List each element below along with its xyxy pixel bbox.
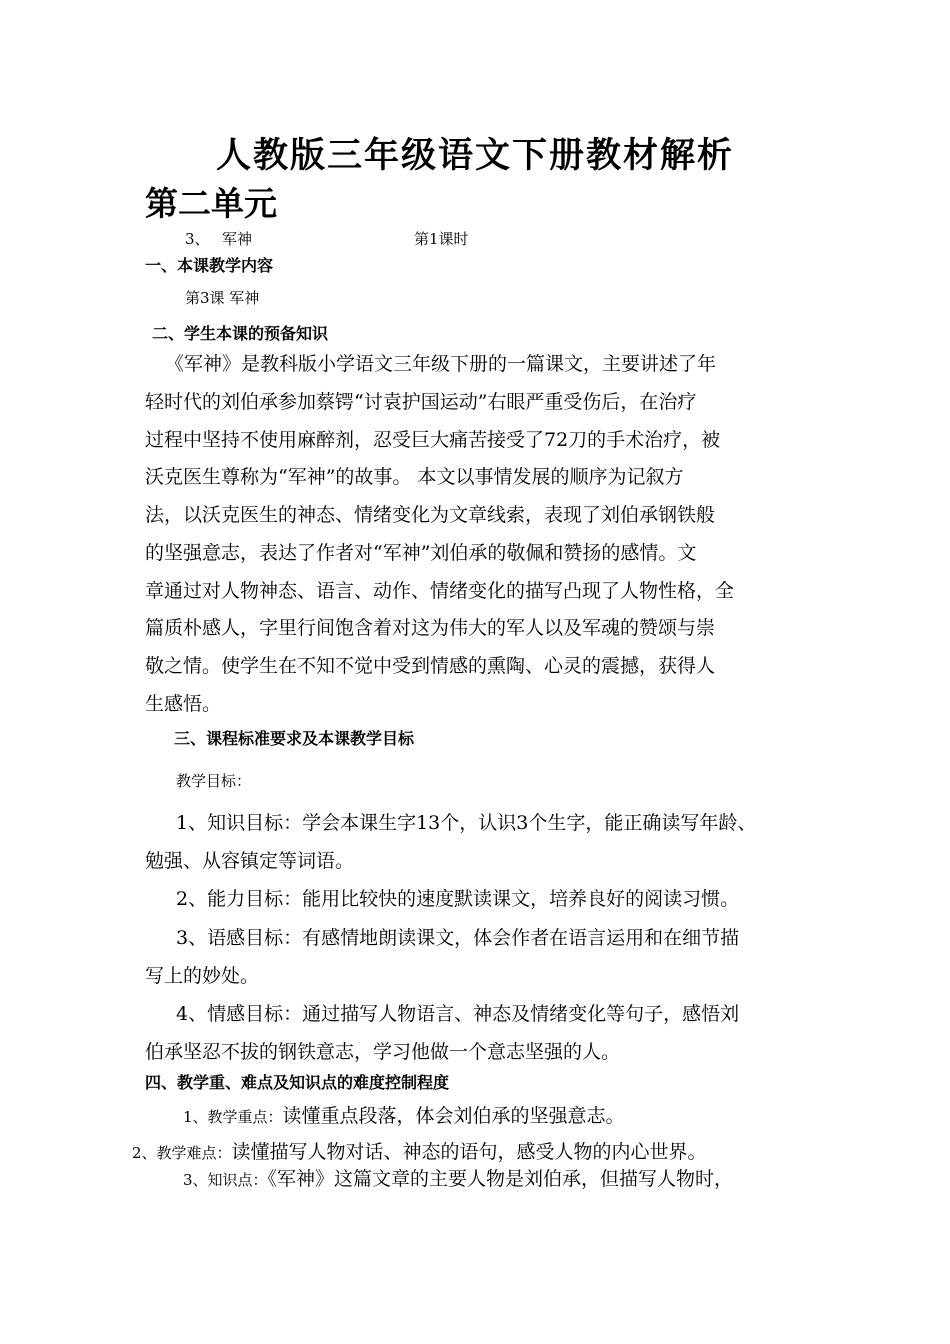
goal-4-line-2: 伯承坚忍不拔的钢铁意志，学习他做一个意志坚强的人。 <box>145 1041 621 1063</box>
paragraph-line: 过程中坚持不使用麻醉剂，忍受巨大痛苦接受了72刀的手术治疗，被 <box>145 429 721 451</box>
lesson-name: 军神 <box>222 230 253 248</box>
section-heading-2: 二、学生本课的预备知识 <box>152 324 329 343</box>
paragraph-line: 沃克医生尊称为“军神”的故事。 本文以事情发展的顺序为记叙方 <box>145 466 684 488</box>
goal-3-line-2: 写上的妙处。 <box>145 965 260 987</box>
difficulty-text: 读懂描写人物对话、神态的语句，感受人物的内心世界。 <box>231 1141 707 1163</box>
goal-4-line-1: 4、情感目标：通过描写人物语言、神态及情绪变化等句子，感悟刘 <box>176 1003 740 1025</box>
section-heading-1: 一、本课教学内容 <box>145 256 274 275</box>
knowledge-point-text: 《军神》这篇文章的主要人物是刘伯承，但描写人物时， <box>267 1168 734 1190</box>
document-title: 人教版三年级语文下册教材解析 <box>215 135 734 176</box>
goal-1-line-2: 勉强、从容镇定等词语。 <box>145 850 355 872</box>
paragraph-line: 的坚强意志，表达了作者对“军神”刘伯承的敬佩和赞扬的感情。文 <box>145 542 697 564</box>
difficulty-label: 2、教学难点： <box>132 1144 232 1162</box>
goals-label: 教学目标： <box>176 772 252 790</box>
paragraph-line: 敬之情。使学生在不知不觉中受到情感的熏陶、心灵的震撼，获得人 <box>145 655 716 677</box>
paragraph-line: 法，以沃克医生的神态、情绪变化为文章线索，表现了刘伯承钢铁般 <box>145 504 716 526</box>
paragraph-line: 生感悟。 <box>145 693 222 715</box>
key-point-line <box>183 1101 625 1128</box>
goal-1-line-1: 1、知识目标：学会本课生字13个，认识3个生字，能正确读写年龄、 <box>176 812 757 834</box>
paragraph-line: 篇质朴感人，字里行间饱含着对这为伟大的军人以及军魂的赞颂与崇 <box>145 617 716 639</box>
goal-2: 2、能力目标：能用比较快的速度默读课文，培养良好的阅读习惯。 <box>176 888 740 910</box>
lesson-period: 第1课时 <box>414 230 469 248</box>
unit-heading: 第二单元 <box>145 184 277 223</box>
paragraph-line: 《军神》是教科版小学语文三年级下册的一篇课文，主要讲述了年 <box>165 353 717 375</box>
lesson-number: 3、 <box>185 230 210 248</box>
section-1-text: 第3课 军神 <box>185 289 260 307</box>
knowledge-point-line <box>183 1164 733 1191</box>
key-point-label: 1、教学重点： <box>183 1108 283 1126</box>
section-heading-4: 四、教学重、难点及知识点的难度控制程度 <box>145 1073 450 1092</box>
difficulty-line <box>132 1137 707 1164</box>
knowledge-point-label: 3、知识点： <box>183 1171 268 1189</box>
key-point-text: 读懂重点段落，体会刘伯承的坚强意志。 <box>282 1105 625 1127</box>
paragraph-line: 章通过对人物神态、语言、动作、情绪变化的描写凸现了人物性格，全 <box>145 580 735 602</box>
section-heading-3: 三、课程标准要求及本课教学目标 <box>174 729 415 748</box>
goal-3-line-1: 3、语感目标：有感情地朗读课文，体会作者在语言运用和在细节描 <box>176 927 740 949</box>
paragraph-line: 轻时代的刘伯承参加蔡锷“讨袁护国运动”右眼严重受伤后，在治疗 <box>145 391 697 413</box>
